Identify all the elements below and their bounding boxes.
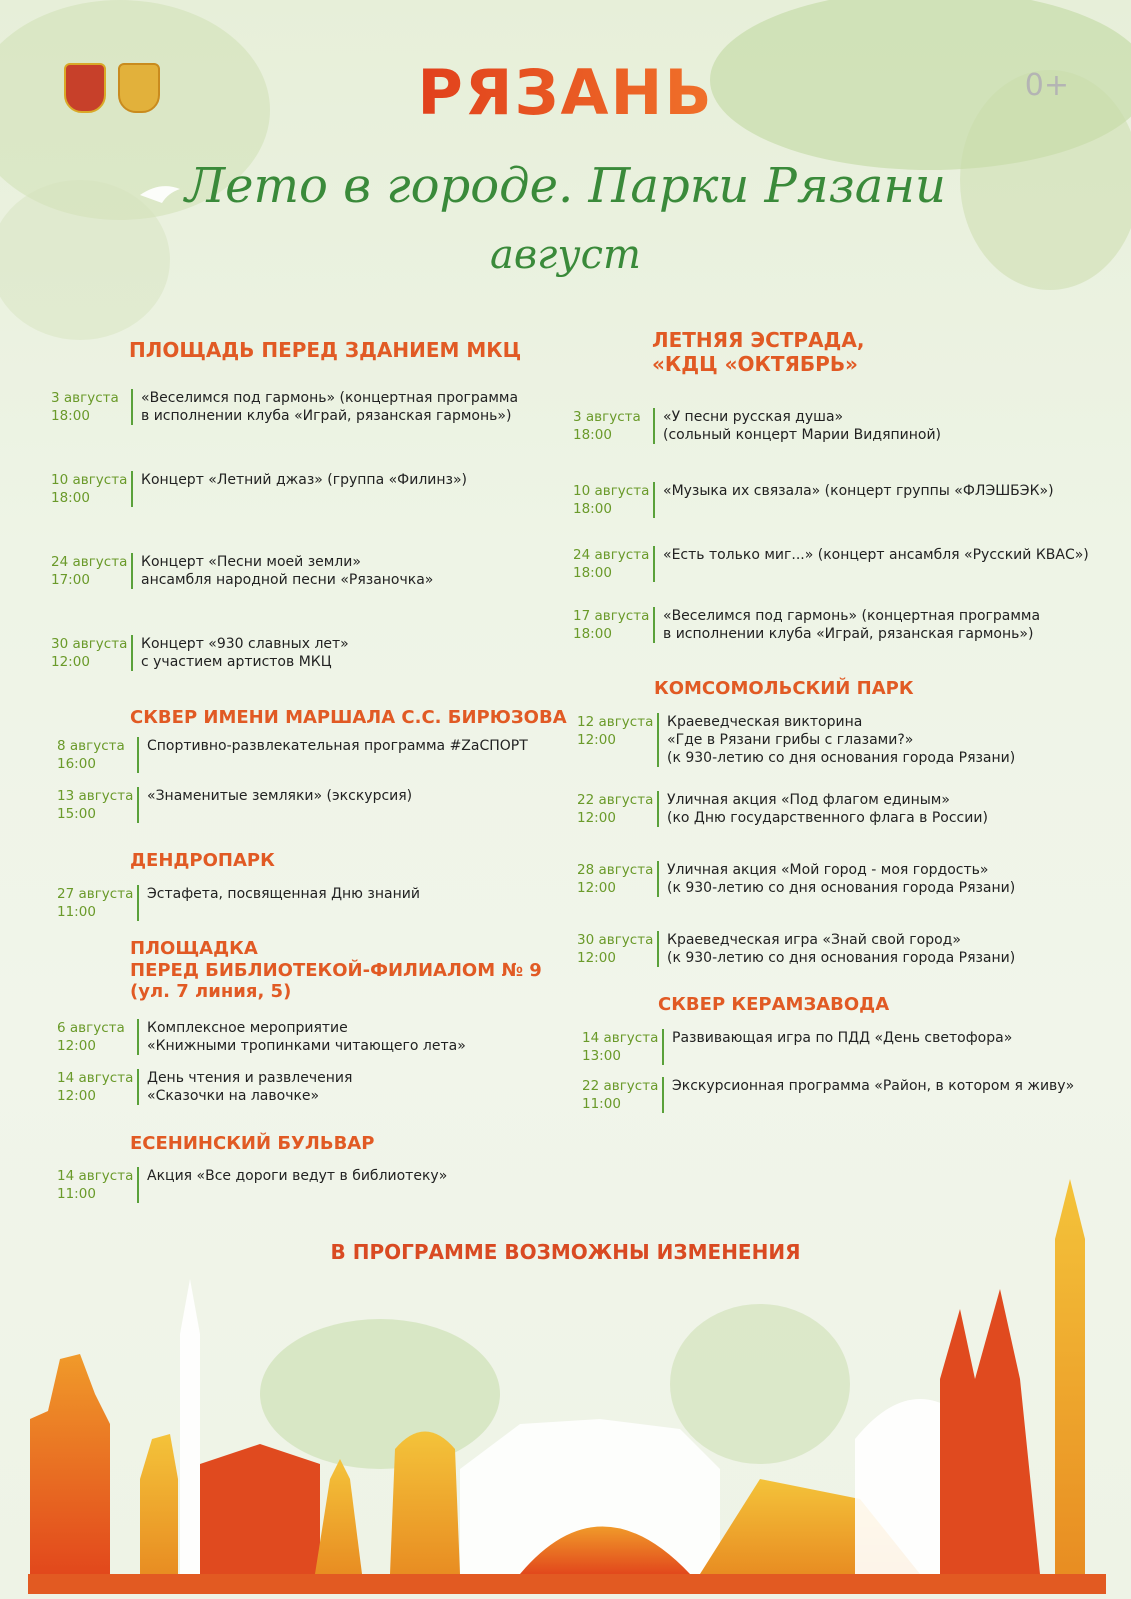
event-item xyxy=(51,635,349,671)
event-item xyxy=(57,737,528,773)
event-date: 22 августа xyxy=(577,792,654,808)
event-date: 14 августа xyxy=(57,1070,134,1086)
event-item xyxy=(577,791,988,827)
event-date: 17 августа xyxy=(573,608,650,624)
event-date: 13 августа xyxy=(57,788,134,804)
event-time: 12:00 xyxy=(577,732,616,748)
section-title: ДЕНДРОПАРК xyxy=(130,850,275,871)
section-title: ПЛОЩАДЬ ПЕРЕД ЗДАНИЕМ МКЦ xyxy=(129,338,522,362)
event-time: 15:00 xyxy=(57,806,96,822)
event-date: 3 августа xyxy=(573,409,641,425)
event-item xyxy=(582,1077,1074,1113)
event-time: 18:00 xyxy=(573,565,612,581)
event-text: «Музыка их связала» (концерт группы «ФЛЭШБЭК») xyxy=(653,482,1054,518)
age-rating: 0+ xyxy=(1024,68,1069,103)
event-time: 18:00 xyxy=(573,501,612,517)
event-date: 14 августа xyxy=(582,1030,659,1046)
event-text: «Веселимся под гармонь» (концертная программа в исполнении клуба «Играй, рязанская гармонь») xyxy=(653,607,1040,643)
event-text: Краеведческая викторина «Где в Рязани грибы с глазами?» (к 930-летию со дня основания города Рязани) xyxy=(657,713,1015,767)
event-time: 18:00 xyxy=(573,427,612,443)
event-text: Уличная акция «Под флагом единым» (ко Дню государственного флага в России) xyxy=(657,791,988,827)
event-date: 30 августа xyxy=(51,636,128,652)
event-time: 12:00 xyxy=(577,810,616,826)
section-title: КОМСОМОЛЬСКИЙ ПАРК xyxy=(654,678,914,699)
event-date: 12 августа xyxy=(577,714,654,730)
event-date: 24 августа xyxy=(573,547,650,563)
event-time: 11:00 xyxy=(582,1096,621,1112)
event-text: Комплексное мероприятие «Книжными тропинками читающего лета» xyxy=(137,1019,466,1055)
event-time: 18:00 xyxy=(51,490,90,506)
event-time: 18:00 xyxy=(51,408,90,424)
section-title: СКВЕР КЕРАМЗАВОДА xyxy=(658,994,890,1015)
event-date: 28 августа xyxy=(577,862,654,878)
event-time: 18:00 xyxy=(573,626,612,642)
event-item xyxy=(51,471,467,507)
event-date: 22 августа xyxy=(582,1078,659,1094)
event-text: Уличная акция «Мой город - моя гордость» (к 930-летию со дня основания города Рязани) xyxy=(657,861,1015,897)
event-item xyxy=(573,482,1054,518)
brand-logo: РЯЗАНЬ xyxy=(417,56,714,129)
section-title: ЛЕТНЯЯ ЭСТРАДА, «КДЦ «ОКТЯБРЬ» xyxy=(652,328,865,376)
event-time: 12:00 xyxy=(57,1088,96,1104)
section-title: ПЛОЩАДКА ПЕРЕД БИБЛИОТЕКОЙ-ФИЛИАЛОМ № 9 (ул. 7 линия, 5) xyxy=(130,938,542,1003)
event-item xyxy=(57,787,412,823)
event-text: Акция «Все дороги ведут в библиотеку» xyxy=(137,1167,447,1203)
event-item xyxy=(57,885,420,921)
event-text: Спортивно-развлекательная программа #ZaСПОРТ xyxy=(137,737,528,773)
event-text: «Есть только миг...» (концерт ансамбля «Русский КВАС») xyxy=(653,546,1089,582)
event-date: 27 августа xyxy=(57,886,134,902)
event-text: Концерт «Песни моей земли» ансамбля народной песни «Рязаночка» xyxy=(131,553,433,589)
event-text: «Веселимся под гармонь» (концертная программа в исполнении клуба «Играй, рязанская гармонь») xyxy=(131,389,518,425)
event-text: Концерт «Летний джаз» (группа «Филинз») xyxy=(131,471,467,507)
event-date: 6 августа xyxy=(57,1020,125,1036)
event-time: 12:00 xyxy=(57,1038,96,1054)
event-text: «У песни русская душа» (сольный концерт Марии Видяпиной) xyxy=(653,408,941,444)
event-text: «Знаменитые земляки» (экскурсия) xyxy=(137,787,412,823)
page-subtitle: август xyxy=(490,232,641,278)
event-text: Концерт «930 славных лет» с участием артистов МКЦ xyxy=(131,635,349,671)
event-text: Экскурсионная программа «Район, в котором я живу» xyxy=(662,1077,1074,1113)
event-item xyxy=(51,553,433,589)
event-time: 17:00 xyxy=(51,572,90,588)
event-date: 8 августа xyxy=(57,738,125,754)
event-date: 10 августа xyxy=(573,483,650,499)
event-item xyxy=(573,607,1040,643)
event-time: 11:00 xyxy=(57,904,96,920)
event-text: Краеведческая игра «Знай свой город» (к 930-летию со дня основания города Рязани) xyxy=(657,931,1015,967)
section-title: ЕСЕНИНСКИЙ БУЛЬВАР xyxy=(130,1133,375,1154)
event-date: 30 августа xyxy=(577,932,654,948)
event-date: 24 августа xyxy=(51,554,128,570)
city-skyline-illustration xyxy=(0,1179,1131,1599)
event-time: 12:00 xyxy=(577,950,616,966)
event-text: Развивающая игра по ПДД «День светофора» xyxy=(662,1029,1012,1065)
event-item xyxy=(573,408,941,444)
event-date: 3 августа xyxy=(51,390,119,406)
event-time: 13:00 xyxy=(582,1048,621,1064)
event-item xyxy=(573,546,1089,582)
event-item xyxy=(577,861,1015,897)
event-time: 12:00 xyxy=(577,880,616,896)
event-item xyxy=(577,713,1015,767)
event-item xyxy=(57,1019,466,1055)
event-item xyxy=(582,1029,1012,1065)
event-time: 12:00 xyxy=(51,654,90,670)
event-time: 16:00 xyxy=(57,756,96,772)
event-date: 14 августа xyxy=(57,1168,134,1184)
event-item xyxy=(577,931,1015,967)
event-text: Эстафета, посвященная Дню знаний xyxy=(137,885,420,921)
event-item xyxy=(51,389,518,425)
event-item xyxy=(57,1069,352,1105)
changes-note: В ПРОГРАММЕ ВОЗМОЖНЫ ИЗМЕНЕНИЯ xyxy=(330,1240,801,1264)
event-time: 11:00 xyxy=(57,1186,96,1202)
event-date: 10 августа xyxy=(51,472,128,488)
section-title: СКВЕР ИМЕНИ МАРШАЛА С.С. БИРЮЗОВА xyxy=(130,707,567,728)
event-text: День чтения и развлечения «Сказочки на лавочке» xyxy=(137,1069,352,1105)
page-title: Лето в городе. Парки Рязани xyxy=(185,158,946,214)
